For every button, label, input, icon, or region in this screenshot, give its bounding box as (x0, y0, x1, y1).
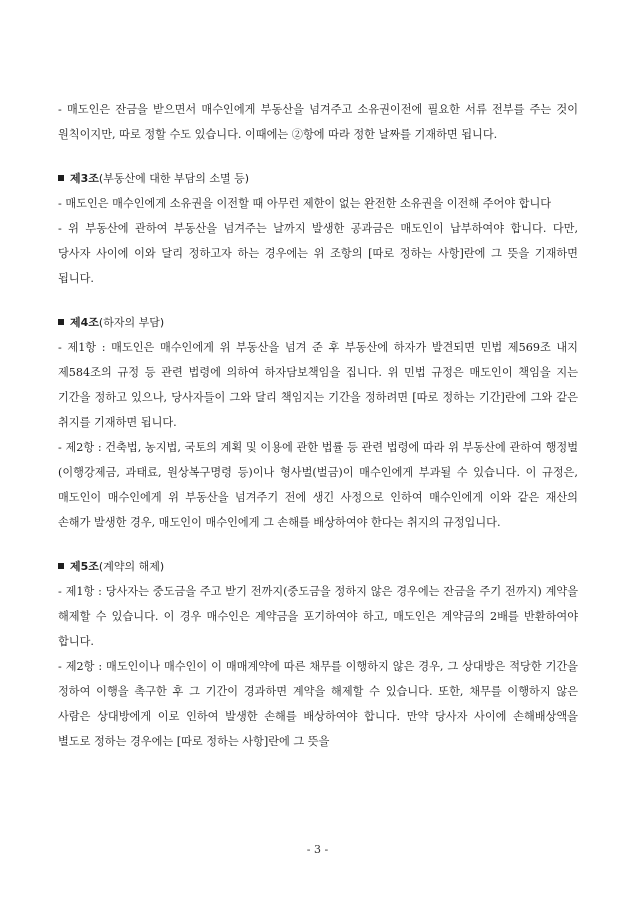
article-5-number: 제5조 (70, 560, 99, 573)
square-bullet-icon (58, 319, 64, 325)
article-3-title: (부동산에 대한 부담의 소멸 등) (98, 172, 249, 185)
article-5-paragraph-1: - 제1항 : 당사자는 중도금을 주고 받기 전까지(중도금을 정하지 않은 경우에는 잔금을 주기 전까지) 계약을 해제할 수 있습니다. 이 경우 매수인은 계약금을 포기하여야 하고, 매도인은 계약금의 2배를 반환하여야 합니다. (58, 585, 578, 648)
article-4-paragraph-2: - 제2항 : 건축법, 농지법, 국토의 계획 및 이용에 관한 법률 등 관련 법령에 따라 위 부동산에 관하여 행정벌(이행강제금, 과태료, 원상복구명령 등)이나 형사벌(벌금)이 매수인에게 부과될 수 있습니다. 이 규정은, 매도인이 매수인에게 위 부동산을 넘겨주기 전에 생긴 사정으로 인하여 매수인에게 이와 같은 재산의 손해가 발생한 경우, 매도인이 매수인에게 그 손해를 배상하여야 한다는 취지의 규정입니다. (58, 441, 578, 529)
square-bullet-icon (58, 175, 64, 181)
article-5-paragraph-2: - 제2항 : 매도인이나 매수인이 이 매매계약에 따른 채무를 이행하지 않은 경우, 그 상대방은 적당한 기간을 정하여 이행을 촉구한 후 그 기간이 경과하면 계약을 해제할 수 있습니다. 또한, 채무를 이행하지 않은 사람은 상대방에게 이로 인하여 발생한 손해를 배상하여야 합니다. 만약 당사자 사이에 손해배상액을 별도로 정하는 경우에는 [따로 정하는 사항]란에 그 뜻을 (58, 660, 578, 748)
article-4-paragraph-1: - 제1항 : 매도인은 매수인에게 위 부동산을 넘겨 준 후 부동산에 하자가 발견되면 민법 제569조 내지 제584조의 규정 등 관련 법령에 의하여 하자담보책임을 집니다. 위 민법 규정은 매도인이 책임을 지는 기간을 정하고 있으나, 당사자들이 그와 달리 책임지는 기간을 정하려면 [따로 정하는 기간]란에 그와 같은 취지를 기재하면 됩니다. (58, 341, 578, 429)
article-3-number: 제3조 (70, 172, 99, 185)
article-3-paragraph-1: - 매도인은 매수인에게 소유권을 이전할 때 아무런 제한이 없는 완전한 소유권을 이전해 주어야 합니다 (58, 197, 552, 210)
article-4-heading (58, 310, 578, 335)
article-3-heading (58, 166, 578, 191)
article-3-paragraph-2: - 위 부동산에 관하여 부동산을 넘겨주는 날까지 발생한 공과금은 매도인이 납부하여야 합니다. 다만, 당사자 사이에 이와 달리 정하고자 하는 경우에는 위 조항의 [따로 정하는 사항]란에 그 뜻을 기재하면 됩니다. (58, 222, 578, 285)
article-4-number: 제4조 (70, 316, 99, 329)
page-number: - 3 - (306, 843, 329, 856)
article-5-title: (계약의 해제) (98, 560, 165, 573)
intro-paragraph: - 매도인은 잔금을 받으면서 매수인에게 부동산을 넘겨주고 소유권이전에 필요한 서류 전부를 주는 것이 원칙이지만, 따로 정할 수도 있습니다. 이때에는 ②항에 따라 정한 날짜를 기재하면 됩니다. (58, 103, 578, 141)
square-bullet-icon (58, 563, 64, 569)
document-body (58, 97, 578, 754)
article-5-heading (58, 554, 578, 579)
article-4-title: (하자의 부담) (98, 316, 165, 329)
